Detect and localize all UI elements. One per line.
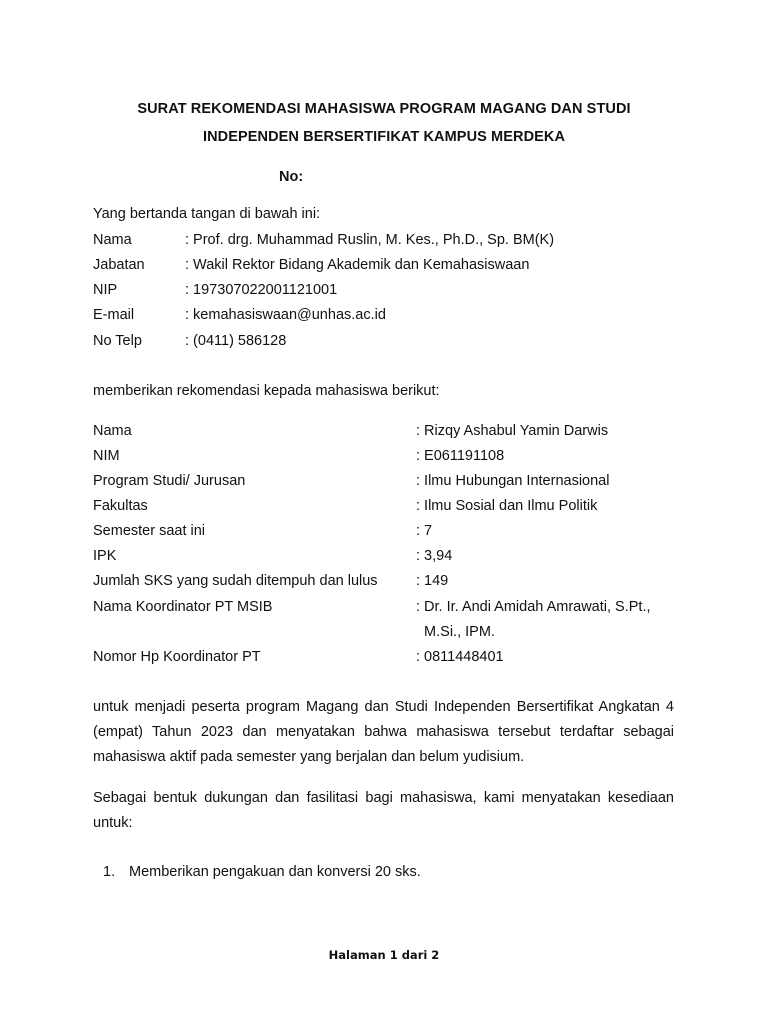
signatory-position-value: : Wakil Rektor Bidang Akademik dan Kemahasiswaan [185,257,530,273]
student-name-label: Nama [93,423,132,439]
letter-title-line2: INDEPENDEN BERSERTIFIKAT KAMPUS MERDEKA [202,129,566,145]
signatory-email-value: : kemahasiswaan@unhas.ac.id [185,307,386,323]
coordinator-phone-value: : 0811448401 [416,649,504,665]
student-program-label: Program Studi/ Jurusan [93,473,246,489]
list-item-number: 1. [103,864,116,880]
student-credits-label: Jumlah SKS yang sudah ditempuh dan lulus [93,573,378,589]
coordinator-name-value-cont: M.Si., IPM. [416,624,495,640]
student-faculty-value: : Ilmu Sosial dan Ilmu Politik [416,498,598,514]
student-program-value: : Ilmu Hubungan Internasional [416,473,610,489]
letter-number-label: No: [279,169,304,185]
student-semester-value: : 7 [416,523,433,539]
coordinator-phone-label: Nomor Hp Koordinator PT [93,649,261,665]
student-gpa-value: : 3,94 [416,548,453,564]
student-name-value: : Rizqy Ashabul Yamin Darwis [416,423,609,439]
signatory-phone-label: No Telp [93,333,142,349]
signatory-position-label: Jabatan [93,257,145,273]
list-item-text: Memberikan pengakuan dan konversi 20 sks. [129,864,421,880]
signatory-nip-value: : 197307022001121001 [185,282,338,298]
signatory-phone-value: : (0411) 586128 [185,333,287,349]
signatory-name-label: Nama [93,232,132,248]
student-semester-label: Semester saat ini [93,523,206,539]
student-nim-value: : E061191108 [416,448,505,464]
signatory-nip-label: NIP [93,282,118,298]
coordinator-name-value: : Dr. Ir. Andi Amidah Amrawati, S.Pt., [416,599,651,615]
paragraph-participation: untuk menjadi peserta program Magang dan Studi Independen Bersertifikat Angkatan 4 (empat) Tahun 2023 dan menyatakan bahwa mahasiswa tersebut terdaftar sebagai mahasiswa aktif pada semester yang berjalan dan belum yudisium. [93,699,674,765]
paragraph-support: Sebagai bentuk dukungan dan fasilitasi bagi mahasiswa, kami menyatakan kesediaan untuk: [93,790,674,831]
student-nim-label: NIM [93,448,120,464]
coordinator-name-label: Nama Koordinator PT MSIB [93,599,273,615]
recommend-intro: memberikan rekomendasi kepada mahasiswa berikut: [93,383,440,399]
student-credits-value: : 149 [416,573,449,589]
signatory-email-label: E-mail [93,307,135,323]
signatory-name-value: : Prof. drg. Muhammad Ruslin, M. Kes., Ph.D., Sp. BM(K) [185,232,555,248]
student-faculty-label: Fakultas [93,498,148,514]
letter-title-line1: SURAT REKOMENDASI MAHASISWA PROGRAM MAGANG DAN STUDI [137,101,631,117]
page-footer: Halaman 1 dari 2 [328,948,440,962]
intro-text: Yang bertanda tangan di bawah ini: [93,206,321,222]
student-gpa-label: IPK [93,548,117,564]
